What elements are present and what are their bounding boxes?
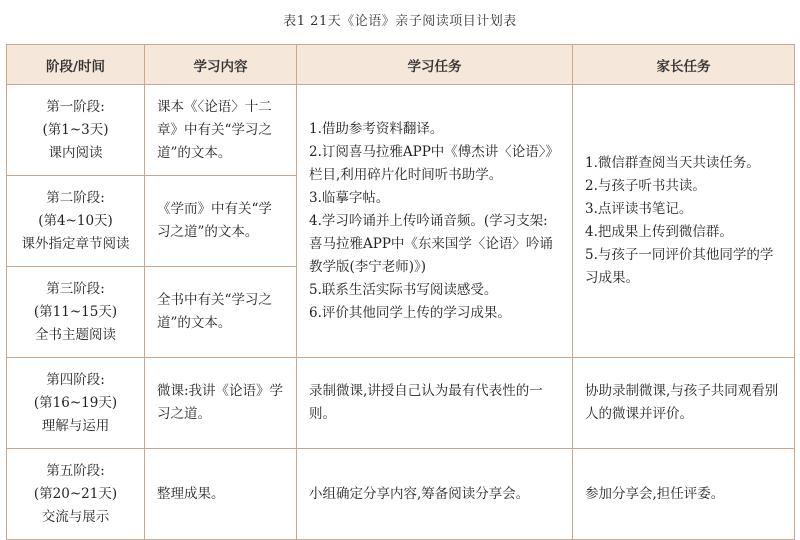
stage-days: (第11~15天) <box>33 303 118 320</box>
stage-cell <box>7 449 145 540</box>
header-parent-task: 家长任务 <box>573 45 795 85</box>
stage-cell <box>7 267 145 358</box>
stage-days: (第16~19天) <box>33 394 118 411</box>
table-caption: 表1 21天《论语》亲子阅读项目计划表 <box>283 14 517 29</box>
header-task: 学习任务 <box>297 45 573 85</box>
parent-task-item: 4.把成果上传到微信群。 <box>585 224 733 240</box>
content-cell: 整理成果。 <box>145 449 297 540</box>
parent-task-cell: 协助录制微课,与孩子共同观看别人的微课并评价。 <box>573 358 795 449</box>
stage-cell <box>7 358 145 449</box>
shared-task-cell <box>297 85 573 358</box>
task-item: 6.评价其他同学上传的学习成果。 <box>309 304 511 321</box>
table-row <box>7 358 795 449</box>
stage-title: 课外指定章节阅读 <box>21 235 130 252</box>
stage-days: (第4~10天) <box>38 212 113 229</box>
stage-name: 第二阶段: <box>46 189 105 206</box>
content-cell: 微课:我讲《论语》学习之道。 <box>145 358 297 449</box>
stage-cell <box>7 176 145 267</box>
stage-name: 第四阶段: <box>46 371 105 388</box>
stage-name: 第五阶段: <box>46 462 105 479</box>
stage-name: 第三阶段: <box>46 280 105 297</box>
stage-days: (第1~3天) <box>42 121 109 138</box>
task-item: 1.借助参考资料翻译。 <box>309 120 444 137</box>
header-stage: 阶段/时间 <box>7 45 145 85</box>
header-content: 学习内容 <box>145 45 297 85</box>
parent-task-item: 2.与孩子听书共读。 <box>585 178 706 194</box>
task-cell: 录制微课,讲授自己认为最有代表性的一则。 <box>297 358 573 449</box>
content-cell: 《学而》中有关“学习之道”的文本。 <box>145 176 297 267</box>
reading-plan-table <box>6 44 795 540</box>
task-item: 4.学习吟诵并上传吟诵音频。(学习支架:喜马拉雅APP中《东来国学〈论语〉吟诵教学版(李宁老师)》) <box>309 212 553 275</box>
content-cell: 全书中有关“学习之道”的文本。 <box>145 267 297 358</box>
stage-days: (第20~21天) <box>33 485 118 502</box>
table-row <box>7 449 795 540</box>
task-item: 2.订阅喜马拉雅APP中《傅杰讲〈论语〉》栏目,利用碎片化时间听书助学。 <box>309 143 560 183</box>
table-row <box>7 85 795 176</box>
stage-name: 第一阶段: <box>46 98 105 115</box>
task-item: 5.联系生活实际书写阅读感受。 <box>309 281 498 298</box>
stage-title: 交流与展示 <box>41 508 110 525</box>
shared-parent-task-cell <box>573 85 795 358</box>
stage-cell <box>7 85 145 176</box>
stage-title: 课内阅读 <box>48 144 103 161</box>
parent-task-item: 1.微信群查阅当天共读任务。 <box>585 155 760 171</box>
parent-task-cell: 参加分享会,担任评委。 <box>573 449 795 540</box>
task-cell: 小组确定分享内容,筹备阅读分享会。 <box>297 449 573 540</box>
table-header-row <box>7 45 795 85</box>
content-cell: 课本《〈论语〉十二章》中有关“学习之道”的文本。 <box>145 85 297 176</box>
task-item: 3.临摹字帖。 <box>309 189 390 206</box>
stage-title: 理解与运用 <box>41 417 110 434</box>
parent-task-item: 3.点评读书笔记。 <box>585 201 693 217</box>
stage-title: 全书主题阅读 <box>35 326 116 343</box>
parent-task-item: 5.与孩子一同评价其他同学的学习成果。 <box>585 247 774 286</box>
